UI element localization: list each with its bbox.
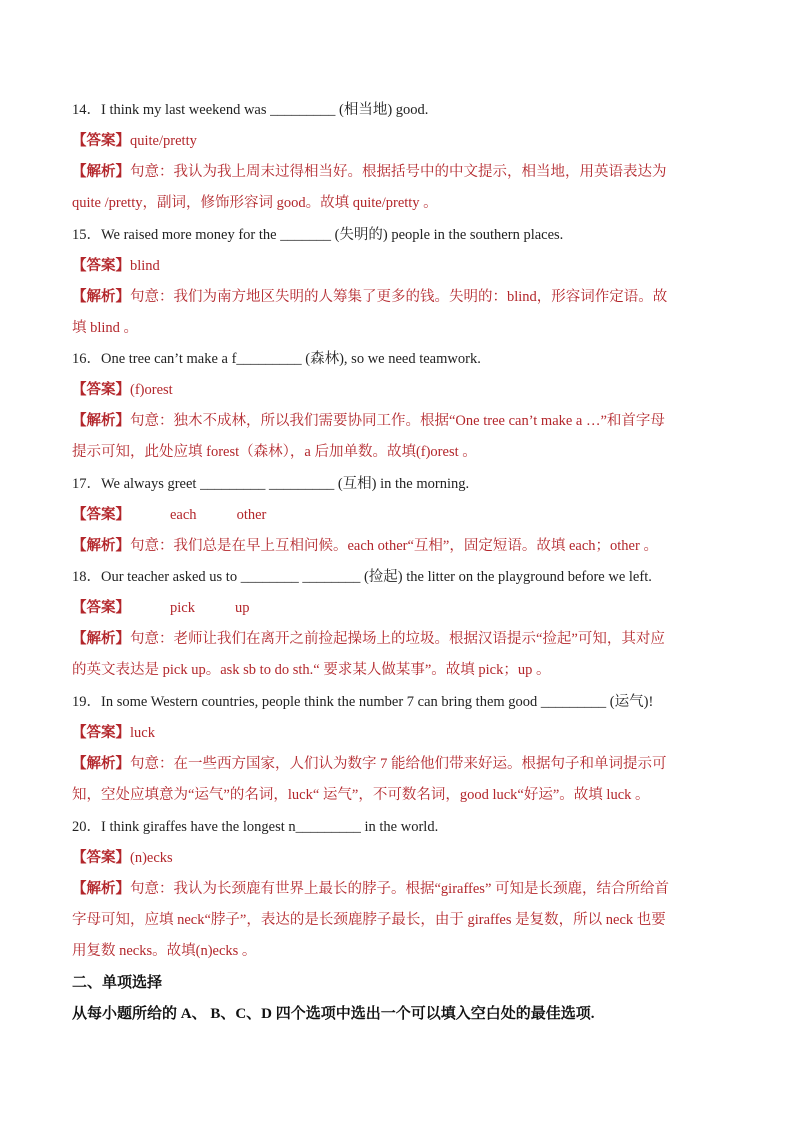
analysis-15-line-2: 填 blind 。	[72, 320, 139, 336]
analysis-text: 句意：独木不成林，所以我们需要协同工作。根据“One tree can’t make a …”和首字母	[130, 413, 665, 429]
answer-text: (f)orest	[130, 382, 173, 398]
answer-14	[72, 131, 732, 151]
section-2-title: 二、单项选择	[72, 975, 163, 991]
answer-16	[72, 380, 732, 400]
answer-text: (n)ecks	[130, 850, 173, 866]
answer-tag: 【答案】	[72, 258, 130, 274]
question-15: 15．We raised more money for the _______ (失明的) people in the southern places.	[72, 227, 564, 243]
answer-18	[72, 598, 732, 618]
analysis-text: 句意：我认为我上周末过得相当好。根据括号中的中文提示，相当地，用英语表达为	[130, 164, 667, 180]
analysis-tag: 【解析】	[72, 881, 130, 897]
analysis-tag: 【解析】	[72, 756, 130, 772]
analysis-text: 句意：我们为南方地区失明的人筹集了更多的钱。失明的：blind，形容词作定语。故	[130, 289, 668, 305]
answer-tag: 【答案】	[72, 600, 130, 616]
answer-19	[72, 723, 732, 743]
analysis-16-line-1	[72, 411, 732, 431]
answer-word-2: other	[236, 507, 267, 523]
analysis-16-line-2: 提示可知，此处应填 forest（森林），a 后加单数。故填(f)orest 。	[72, 444, 477, 460]
analysis-19-line-2: 知，空处应填意为“运气”的名词，luck“ 运气”，不可数名词，good luck“好运”。故填 luck 。	[72, 787, 650, 803]
analysis-text: 句意：我们总是在早上互相问候。each other“互相”，固定短语。故填 each；other 。	[130, 538, 658, 554]
answer-tag: 【答案】	[72, 133, 130, 149]
answer-tag: 【答案】	[72, 382, 130, 398]
answer-15	[72, 256, 732, 276]
answer-20	[72, 848, 732, 868]
analysis-14-line-2: quite /pretty，副词，修饰形容词 good。故填 quite/pretty 。	[72, 195, 438, 211]
answer-tag: 【答案】	[72, 507, 130, 523]
question-19: 19．In some Western countries, people think the number 7 can bring them good _________ (运气)!	[72, 694, 654, 710]
answer-17	[72, 505, 732, 525]
analysis-19-line-1	[72, 754, 732, 774]
answer-word-2: up	[234, 600, 250, 616]
analysis-text: 句意：老师让我们在离开之前捡起操场上的垃圾。根据汉语提示“捡起”可知，其对应	[130, 631, 665, 647]
analysis-18-line-1	[72, 629, 732, 649]
analysis-20-line-2: 字母可知，应填 neck“脖子”，表达的是长颈鹿脖子最长，由于 giraffes 是复数，所以 neck 也要	[72, 912, 666, 928]
analysis-text: 句意：在一些西方国家，人们认为数字 7 能给他们带来好运。根据句子和单词提示可	[130, 756, 667, 772]
analysis-tag: 【解析】	[72, 538, 130, 554]
analysis-18-line-2: 的英文表达是 pick up。ask sb to do sth.“ 要求某人做某事”。故填 pick；up 。	[72, 662, 551, 678]
analysis-20-line-3: 用复数 necks。故填(n)ecks 。	[72, 943, 257, 959]
analysis-tag: 【解析】	[72, 289, 130, 305]
question-16: 16．One tree can’t make a f_________ (森林), so we need teamwork.	[72, 351, 481, 367]
answer-word-1: pick	[170, 600, 195, 616]
analysis-17-line-1	[72, 536, 732, 556]
question-18: 18．Our teacher asked us to ________ ________ (捡起) the litter on the playground before we left.	[72, 569, 652, 585]
question-14: 14．I think my last weekend was _________ (相当地) good.	[72, 102, 429, 118]
answer-text: blind	[130, 258, 160, 274]
analysis-15-line-1	[72, 287, 732, 307]
analysis-tag: 【解析】	[72, 164, 130, 180]
answer-word-1: each	[170, 507, 197, 523]
analysis-text: 句意：我认为长颈鹿有世界上最长的脖子。根据“giraffes” 可知是长颈鹿，结合所给首	[130, 881, 670, 897]
analysis-tag: 【解析】	[72, 631, 130, 647]
section-2-instruction: 从每小题所给的 A、 B、C、D 四个选项中选出一个可以填入空白处的最佳选项.	[72, 1006, 595, 1022]
answer-text: luck	[130, 725, 155, 741]
answer-text: quite/pretty	[130, 133, 197, 149]
analysis-14-line-1	[72, 162, 732, 182]
answer-tag: 【答案】	[72, 850, 130, 866]
answer-tag: 【答案】	[72, 725, 130, 741]
question-20: 20．I think giraffes have the longest n_________ in the world.	[72, 819, 439, 835]
analysis-tag: 【解析】	[72, 413, 130, 429]
question-17: 17．We always greet _________ _________ (互相) in the morning.	[72, 476, 470, 492]
analysis-20-line-1	[72, 879, 732, 899]
